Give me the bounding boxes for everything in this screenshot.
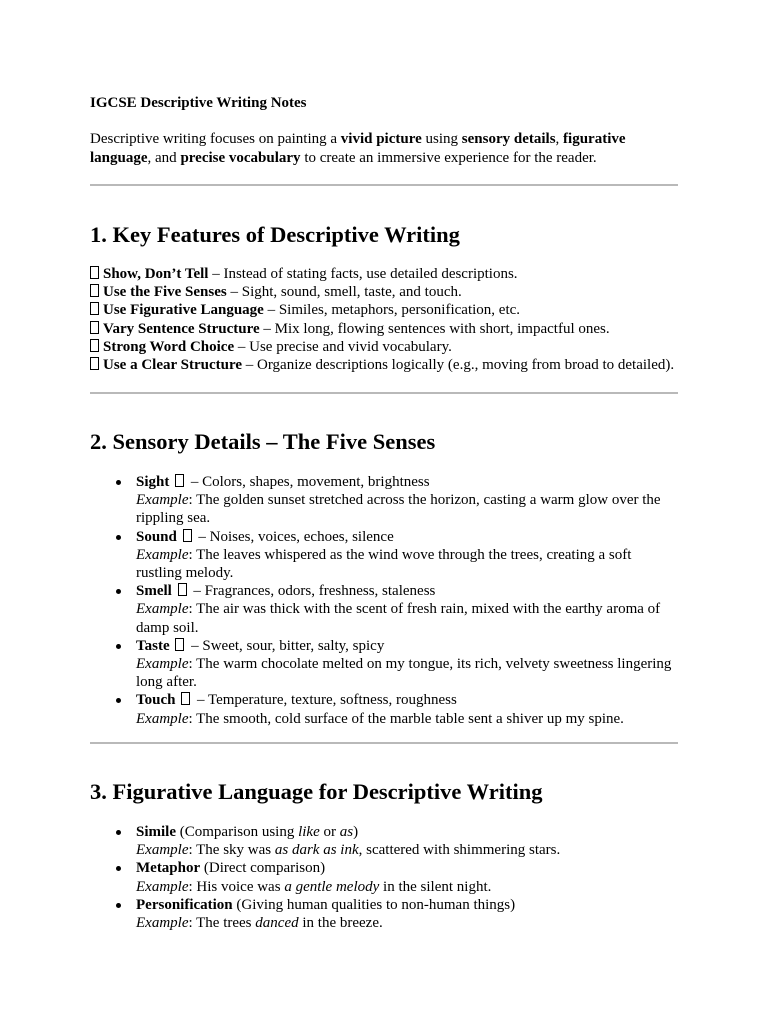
horizontal-rule bbox=[90, 392, 678, 394]
example-text: : The smooth, cold surface of the marble table sent a shiver up my spine. bbox=[188, 710, 624, 727]
feature-term: Show, Don’t Tell bbox=[103, 266, 209, 282]
sense-desc: – Sweet, sour, bitter, salty, spicy bbox=[187, 637, 385, 654]
intro-bold: precise vocabulary bbox=[180, 149, 301, 166]
intro-text: Descriptive writing focuses on painting a bbox=[90, 131, 341, 147]
example-label: Example bbox=[136, 546, 189, 563]
intro-text: to create an immersive experience for the reader. bbox=[300, 149, 597, 166]
intro-bold: vivid picture bbox=[340, 131, 422, 147]
feature-term: Use a Clear Structure bbox=[103, 357, 242, 374]
example-text: : The leaves whispered as the wind wove through the trees, creating a soft rustling melody. bbox=[136, 546, 632, 582]
figurative-list bbox=[90, 823, 676, 932]
example-label: Example bbox=[136, 915, 189, 932]
feature-desc: – Sight, sound, smell, taste, and touch. bbox=[226, 284, 462, 301]
intro-text: using bbox=[421, 131, 462, 147]
figure-desc-italic: as bbox=[339, 824, 354, 840]
example-label: Example bbox=[136, 878, 189, 895]
taste-emoji-icon bbox=[175, 638, 184, 651]
sound-emoji-icon bbox=[183, 529, 192, 542]
example-text: in the silent night. bbox=[379, 878, 492, 895]
sight-emoji-icon bbox=[175, 474, 184, 487]
list-item bbox=[90, 320, 674, 338]
intro-text: , bbox=[555, 131, 564, 147]
section-heading-five-senses: 2. Sensory Details – The Five Senses bbox=[90, 429, 436, 454]
example-italic: a gentle melody bbox=[284, 878, 380, 895]
example-label: Example bbox=[136, 842, 189, 859]
sense-term: Touch bbox=[136, 692, 176, 709]
checkbox-glyph-icon bbox=[90, 266, 99, 279]
list-item bbox=[90, 582, 676, 637]
checkbox-glyph-icon bbox=[90, 302, 99, 315]
figure-term: Simile bbox=[136, 824, 176, 840]
horizontal-rule bbox=[90, 742, 678, 744]
sense-term: Sight bbox=[136, 474, 170, 490]
sense-term: Smell bbox=[136, 583, 172, 600]
example-text: in the breeze. bbox=[298, 915, 383, 932]
example-label: Example bbox=[136, 492, 189, 509]
example-text: : His voice was bbox=[188, 878, 285, 895]
example-line bbox=[136, 841, 676, 859]
sense-desc: – Noises, voices, echoes, silence bbox=[194, 528, 394, 545]
smell-emoji-icon bbox=[178, 583, 187, 596]
list-item bbox=[90, 473, 676, 528]
feature-desc: – Instead of stating facts, use detailed descriptions. bbox=[208, 266, 518, 282]
example-label: Example bbox=[136, 601, 189, 618]
example-label: Example bbox=[136, 710, 189, 727]
checkbox-glyph-icon bbox=[90, 284, 99, 297]
intro-paragraph bbox=[90, 130, 680, 167]
figure-desc: (Giving human qualities to non-human things) bbox=[232, 896, 516, 913]
sense-term: Taste bbox=[136, 637, 170, 654]
feature-term: Vary Sentence Structure bbox=[103, 320, 260, 337]
example-text: : The trees bbox=[188, 915, 256, 932]
feature-desc: – Use precise and vivid vocabulary. bbox=[234, 338, 452, 355]
example-text: : The warm chocolate melted on my tongue, its rich, velvety sweetness lingering long after. bbox=[136, 656, 672, 691]
sense-desc: – Fragrances, odors, freshness, staleness bbox=[189, 583, 436, 600]
example-line bbox=[136, 546, 676, 582]
sense-desc: – Temperature, texture, softness, roughness bbox=[193, 692, 457, 709]
figure-desc-italic: like bbox=[298, 824, 320, 840]
example-line bbox=[136, 878, 676, 896]
list-item bbox=[90, 859, 676, 895]
horizontal-rule bbox=[90, 184, 678, 186]
example-text: : The air was thick with the scent of fresh rain, mixed with the earthy aroma of damp soil. bbox=[136, 601, 661, 636]
example-text: : The golden sunset stretched across the horizon, casting a warm glow over the rippling sea. bbox=[136, 492, 661, 527]
feature-desc: – Similes, metaphors, personification, etc. bbox=[263, 302, 521, 319]
figure-term: Metaphor bbox=[136, 860, 201, 877]
figure-term: Personification bbox=[136, 896, 233, 913]
figure-desc: (Direct comparison) bbox=[200, 860, 326, 877]
list-item bbox=[90, 691, 676, 727]
senses-list bbox=[90, 473, 676, 728]
figure-desc: or bbox=[319, 824, 340, 840]
checkbox-glyph-icon bbox=[90, 321, 99, 334]
feature-desc: – Mix long, flowing sentences with short, impactful ones. bbox=[259, 320, 610, 337]
sense-desc: – Colors, shapes, movement, brightness bbox=[187, 474, 430, 490]
checkbox-glyph-icon bbox=[90, 339, 99, 352]
list-item bbox=[90, 528, 676, 583]
intro-bold: figurative language bbox=[90, 131, 626, 166]
list-item bbox=[90, 356, 674, 374]
list-item bbox=[90, 896, 676, 932]
list-item bbox=[90, 637, 676, 692]
sense-term: Sound bbox=[136, 528, 177, 545]
figure-desc: ) bbox=[353, 824, 359, 840]
feature-term: Use Figurative Language bbox=[103, 302, 264, 319]
touch-emoji-icon bbox=[181, 692, 190, 705]
intro-bold: sensory details bbox=[461, 131, 556, 147]
feature-term: Strong Word Choice bbox=[103, 338, 235, 355]
list-item bbox=[90, 283, 674, 301]
example-line bbox=[136, 491, 676, 527]
example-text: , scattered with shimmering stars. bbox=[358, 842, 561, 859]
list-item bbox=[90, 338, 674, 356]
example-line bbox=[136, 710, 676, 728]
example-text: : The sky was bbox=[188, 842, 275, 859]
document-title: IGCSE Descriptive Writing Notes bbox=[90, 95, 307, 111]
example-label: Example bbox=[136, 656, 189, 673]
figure-desc: (Comparison using bbox=[176, 824, 299, 840]
intro-text: , and bbox=[147, 149, 181, 166]
section-heading-figurative-language: 3. Figurative Language for Descriptive Writing bbox=[90, 779, 543, 804]
list-item bbox=[90, 823, 676, 859]
feature-term: Use the Five Senses bbox=[103, 284, 227, 301]
example-italic: as dark as ink bbox=[274, 842, 359, 859]
feature-desc: – Organize descriptions logically (e.g., moving from broad to detailed). bbox=[242, 357, 675, 374]
key-features-list bbox=[90, 265, 674, 374]
example-line bbox=[136, 914, 676, 932]
example-italic: danced bbox=[255, 915, 299, 932]
example-line bbox=[136, 655, 676, 691]
checkbox-glyph-icon bbox=[90, 357, 99, 370]
example-line bbox=[136, 600, 676, 636]
list-item bbox=[90, 265, 674, 283]
section-heading-key-features: 1. Key Features of Descriptive Writing bbox=[90, 222, 460, 247]
list-item bbox=[90, 301, 674, 319]
